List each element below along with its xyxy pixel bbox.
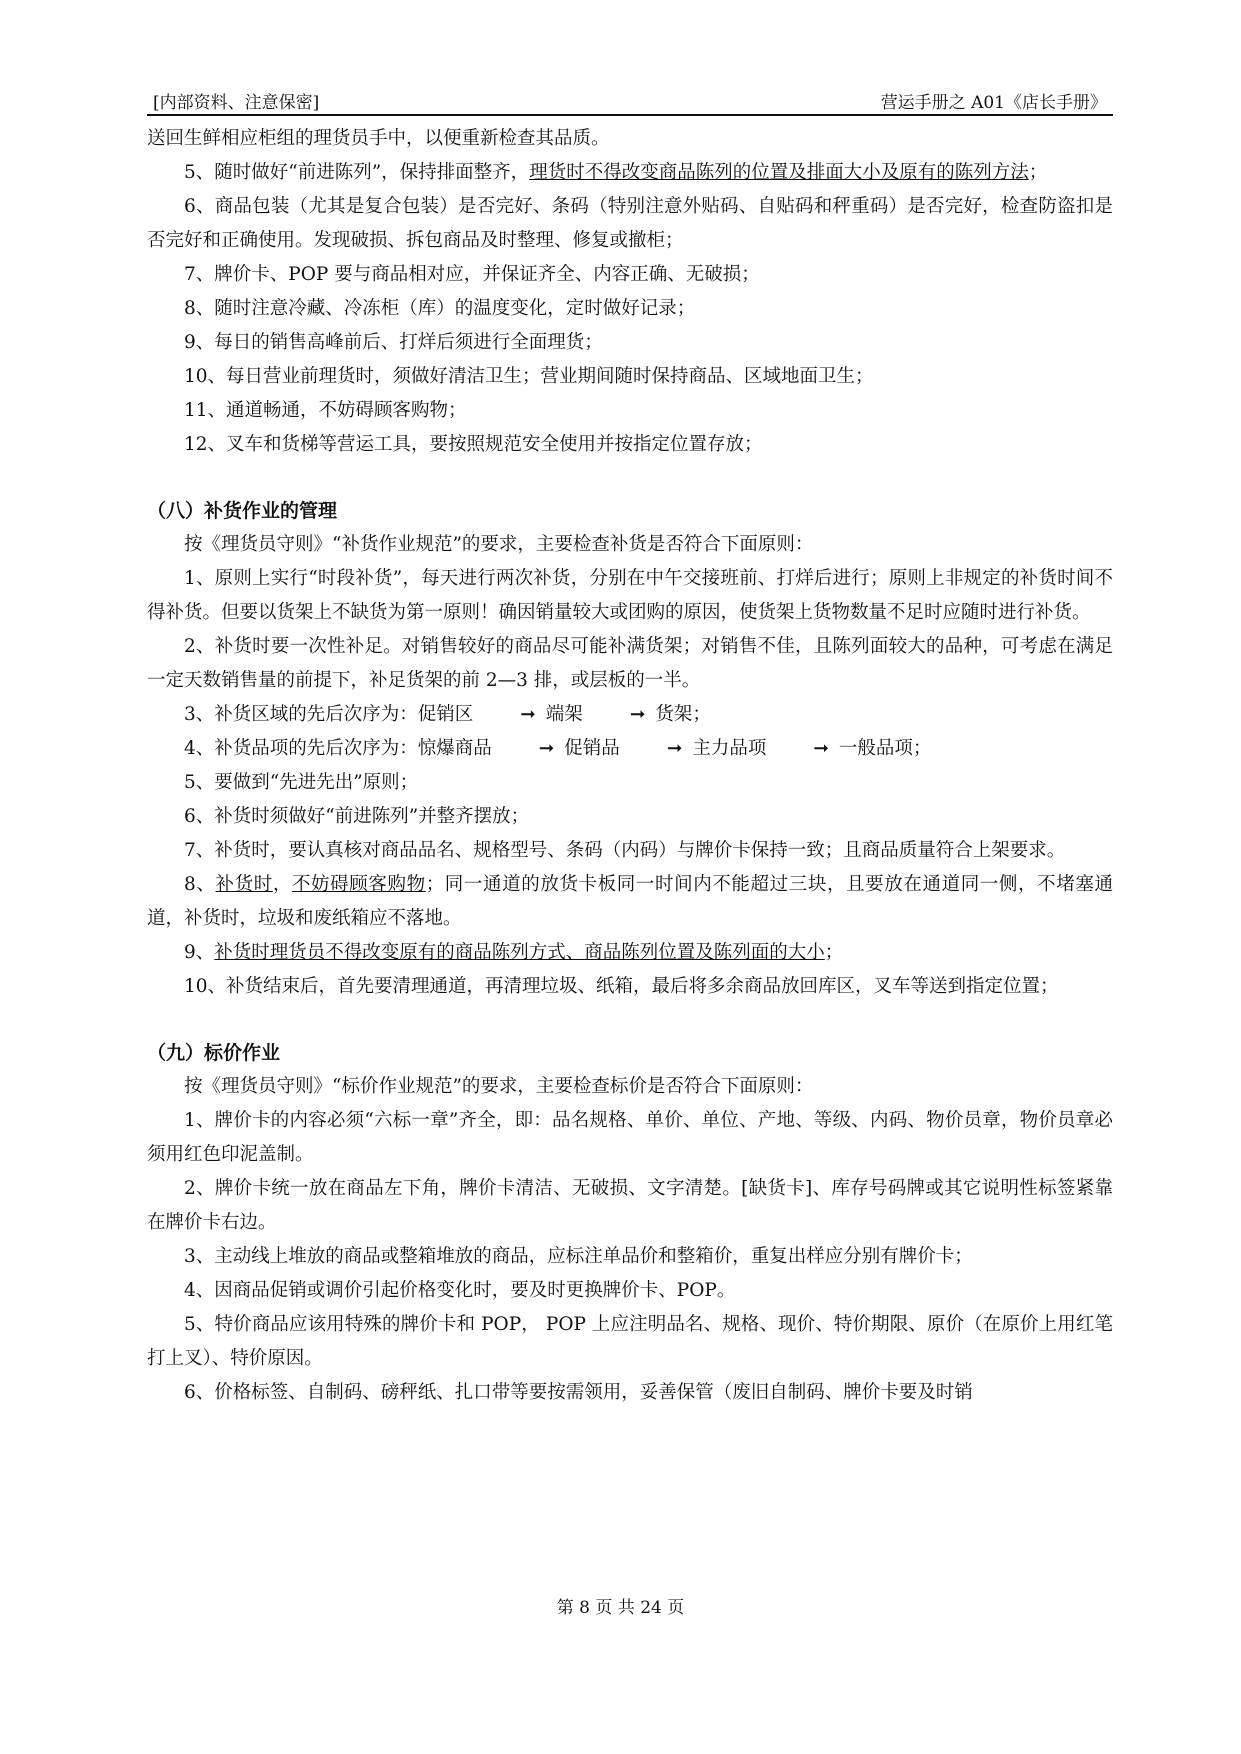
paragraph: 4、补货品项的先后次序为：惊爆商品 ➞ 促销品 ➞ 主力品项 ➞ 一般品项； — [147, 732, 1113, 766]
manual-title: 营运手册之 A01《店长手册》 — [880, 93, 1107, 113]
arrow-icon: ➞ — [538, 738, 555, 759]
arrow-icon: ➞ — [629, 704, 646, 725]
paragraph: 8、补货时，不妨碍顾客购物；同一通道的放货卡板同一时间内不能超过三块，且要放在通道同一侧，不堵塞通道，补货时，垃圾和废纸箱应不落地。 — [147, 874, 1113, 929]
paragraph: 按《理货员守则》“补货作业规范”的要求，主要检查补货是否符合下面原则： — [184, 534, 814, 555]
paragraph: 6、价格标签、自制码、磅秤纸、扎口带等要按需领用，妥善保管（废旧自制码、牌价卡要及时销 — [184, 1382, 973, 1403]
paragraph: 2、补货时要一次性补足。对销售较好的商品尽可能补满货架；对销售不佳，且陈列面较大的品种，可考虑在满足一定天数销售量的前提下，补足货架的前 2—3 排，或层板的一半。 — [147, 636, 1113, 691]
paragraph: 12、叉车和货梯等营运工具，要按照规范安全使用并按指定位置存放； — [184, 434, 763, 455]
paragraph: 1、牌价卡的内容必须“六标一章”齐全，即：品名规格、单价、单位、产地、等级、内码、物价员章，物价员章必须用红色印泥盖制。 — [147, 1110, 1113, 1165]
paragraph: 5、要做到“先进先出”原则； — [184, 772, 419, 793]
paragraph: 按《理货员守则》“标价作业规范”的要求，主要检查标价是否符合下面原则： — [184, 1076, 814, 1097]
paragraph: 8、随时注意冷藏、冷冻柜（库）的温度变化，定时做好记录； — [184, 298, 696, 319]
paragraph: 6、补货时须做好“前进陈列”并整齐摆放； — [184, 806, 530, 827]
underlined-text: 补货时 — [215, 874, 273, 895]
underlined-text: 补货时理货员不得改变原有的商品陈列方式、商品陈列位置及陈列面的大小 — [214, 942, 825, 963]
section-heading: （九）标价作业 — [147, 1042, 281, 1064]
paragraph: 10、每日营业前理货时，须做好清洁卫生；营业期间随时保持商品、区域地面卫生； — [184, 366, 874, 387]
paragraph: 11、通道畅通，不妨碍顾客购物； — [184, 400, 467, 421]
paragraph: 4、因商品促销或调价引起价格变化时，要及时更换牌价卡、POP。 — [184, 1280, 736, 1301]
arrow-icon: ➞ — [813, 738, 829, 759]
paragraph: 6、商品包装（尤其是复合包装）是否完好、条码（特别注意外贴码、自贴码和秤重码）是否完好，检查防盗扣是否完好和正确使用。发现破损、拆包商品及时整理、修复或撤柜； — [147, 196, 1113, 251]
paragraph: 3、补货区域的先后次序为：促销区 ➞ 端架 ➞ 货架； — [147, 698, 1113, 732]
paragraph: 7、补货时，要认真核对商品品名、规格型号、条码（内码）与牌价卡保持一致；且商品质量符合上架要求。 — [184, 840, 1066, 861]
arrow-icon: ➞ — [666, 738, 683, 759]
paragraph: 10、补货结束后，首先要清理通道，再清理垃圾、纸箱，最后将多余商品放回库区，叉车等送到指定位置； — [184, 976, 1059, 997]
paragraph: 9、补货时理货员不得改变原有的商品陈列方式、商品陈列位置及陈列面的大小； — [184, 942, 844, 963]
document-body — [147, 122, 1113, 1410]
underlined-text: 理货时不得改变商品陈列的位置及排面大小及原有的陈列方法 — [529, 162, 1029, 183]
confidential-label: [内部资料、注意保密] — [153, 93, 320, 113]
page-header — [147, 86, 1113, 116]
paragraph: 2、牌价卡统一放在商品左下角，牌价卡清洁、无破损、文字清楚。[缺货卡]、库存号码牌或其它说明性标签紧靠在牌价卡右边。 — [147, 1178, 1113, 1233]
paragraph: 9、每日的销售高峰前后、打烊后须进行全面理货； — [184, 332, 603, 353]
paragraph: 送回生鲜相应柜组的理货员手中，以便重新检查其品质。 — [147, 128, 610, 149]
paragraph: 3、主动线上堆放的商品或整箱堆放的商品，应标注单品价和整箱价，重复出样应分别有牌价卡； — [184, 1246, 973, 1267]
page-number: 第 8 页 共 24 页 — [556, 1598, 685, 1618]
paragraph: 7、牌价卡、POP 要与商品相对应，并保证齐全、内容正确、无破损； — [184, 264, 760, 285]
section-heading: （八）补货作业的管理 — [147, 500, 338, 522]
arrow-icon: ➞ — [520, 704, 536, 725]
paragraph: 5、随时做好“前进陈列”，保持排面整齐，理货时不得改变商品陈列的位置及排面大小及原有的陈列方法； — [184, 162, 1048, 183]
paragraph: 5、特价商品应该用特殊的牌价卡和 POP， POP 上应注明品名、规格、现价、特价期限、原价（在原价上用红笔打上叉）、特价原因。 — [147, 1314, 1113, 1369]
underlined-text: 不妨碍顾客购物 — [291, 874, 426, 895]
paragraph: 1、原则上实行“时段补货”，每天进行两次补货，分别在中午交接班前、打烊后进行；原则上非规定的补货时间不得补货。但要以货架上不缺货为第一原则！确因销量较大或团购的原因，使货架上货物数量不足时应随时进行补货。 — [147, 568, 1113, 623]
